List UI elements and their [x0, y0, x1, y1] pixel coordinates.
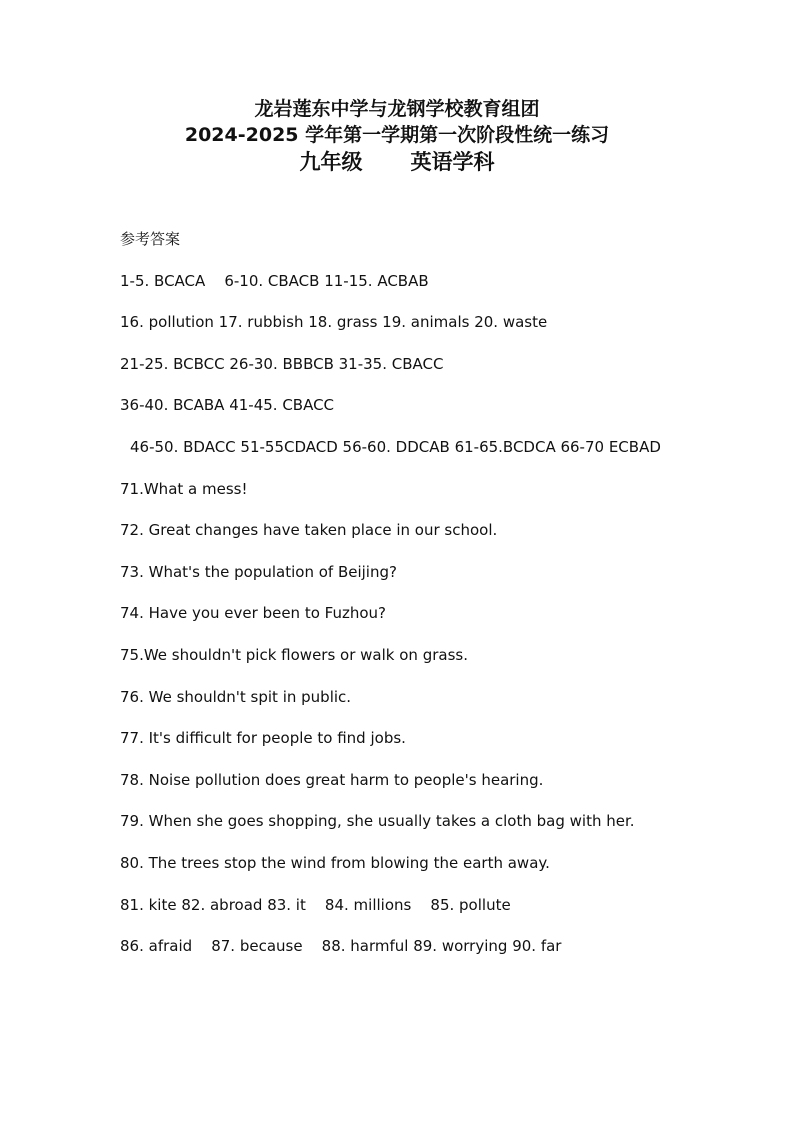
answer-line: 74. Have you ever been to Fuzhou?	[120, 604, 386, 623]
answer-line: 76. We shouldn't spit in public.	[120, 687, 352, 706]
answer-key	[120, 226, 760, 975]
answer-line: 75.We shouldn't pick flowers or walk on grass.	[120, 645, 468, 664]
answer-line: 72. Great changes have taken place in our school.	[120, 521, 498, 540]
school-title: 龙岩莲东中学与龙钢学校教育组团	[254, 98, 540, 120]
answer-line: 71.What a mess!	[120, 479, 248, 498]
subject-label: 英语学科	[410, 150, 495, 174]
answer-line: 77. It's difficult for people to find jobs.	[120, 729, 406, 748]
answer-line: 16. pollution 17. rubbish 18. grass 19. animals 20. waste	[120, 313, 548, 332]
answer-line: 36-40. BCABA 41-45. CBACC	[120, 396, 335, 415]
answer-line: 78. Noise pollution does great harm to people's hearing.	[120, 770, 544, 789]
grade-label: 九年级	[299, 150, 363, 174]
answer-line: 73. What's the population of Beijing?	[120, 562, 397, 581]
answer-line: 46-50. BDACC 51-55CDACD 56-60. DDCAB 61-65.BCDCA 66-70 ECBAD	[130, 437, 661, 456]
answer-line: 80. The trees stop the wind from blowing the earth away.	[120, 853, 550, 872]
answer-line: 21-25. BCBCC 26-30. BBBCB 31-35. CBACC	[120, 354, 444, 373]
exam-title: 2024-2025 学年第一学期第一次阶段性统一练习	[184, 124, 610, 146]
answer-line: 81. kite 82. abroad 83. it 84. millions 85. pollute	[120, 895, 511, 914]
answer-line: 86. afraid 87. because 88. harmful 89. worrying 90. far	[120, 937, 562, 956]
grade-subject-line	[0, 148, 794, 176]
answer-line: 79. When she goes shopping, she usually takes a cloth bag with her.	[120, 812, 635, 831]
answer-key-label: 参考答案	[120, 230, 181, 248]
document-header	[0, 96, 794, 176]
answer-line: 1-5. BCACA 6-10. CBACB 11-15. ACBAB	[120, 271, 429, 290]
